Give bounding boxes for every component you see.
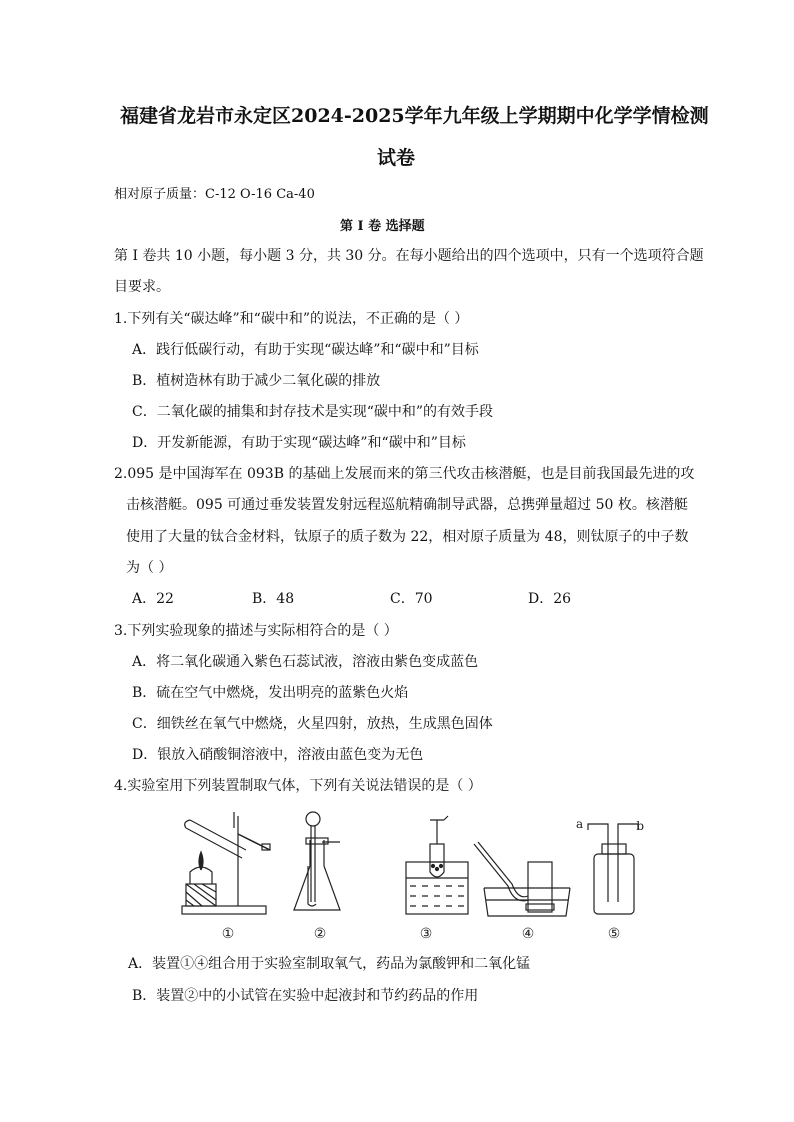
- figure-label-5: ⑤: [607, 926, 621, 942]
- instructions-line1: 第 I 卷共 10 小题，每小题 3 分，共 30 分。在每小题给出的四个选项中，只有一个选项符合题: [114, 248, 704, 264]
- port-label-b: b: [636, 819, 644, 833]
- q4-option-a: A．装置①④组合用于实验室制取氧气，药品为氯酸钾和二氧化锰: [128, 956, 531, 972]
- q2-stem-line3: 使用了大量的钛合金材料，钛原子的质子数为 22，相对原子质量为 48，则钛原子的中子数: [126, 529, 689, 545]
- q3-option-b: B．硫在空气中燃烧，发出明亮的蓝紫色火焰: [132, 685, 409, 701]
- apparatus-3-beaker-with-tap: [406, 816, 468, 914]
- q3-option-a: A．将二氧化碳通入紫色石蕊试液，溶液由紫色变成蓝色: [132, 654, 479, 670]
- figure-label-3: ③: [419, 926, 433, 942]
- paper-title-line1: 福建省龙岩市永定区2024-2025学年九年级上学期期中化学学情检测: [120, 105, 709, 127]
- q2-stem-line4: 为（ ）: [126, 560, 173, 576]
- q3-stem: 3.下列实验现象的描述与实际相符合的是（ ）: [114, 623, 398, 639]
- q3-option-d: D．银放入硝酸铜溶液中，溶液由蓝色变为无色: [132, 747, 424, 763]
- q1-option-b: B．植树造林有助于减少二氧化碳的排放: [132, 373, 381, 389]
- apparatus-4-water-trough: [474, 842, 570, 916]
- instructions-line2: 目要求。: [114, 279, 170, 295]
- q2-option-a: A．22: [132, 591, 174, 607]
- q1-option-d: D．开发新能源，有助于实现“碳达峰”和“碳中和”目标: [132, 435, 466, 451]
- apparatus-1-heating-setup: [182, 812, 270, 914]
- figure-label-1: ①: [221, 926, 235, 942]
- apparatus-2-conical-flask: [294, 812, 340, 910]
- port-label-a: a: [576, 817, 584, 831]
- q1-option-c: C．二氧化碳的捕集和封存技术是实现“碳中和”的有效手段: [132, 404, 494, 420]
- section-title: 第 I 卷 选择题: [340, 219, 425, 234]
- q4-stem: 4.实验室用下列装置制取气体，下列有关说法错误的是（ ）: [114, 778, 482, 794]
- q4-option-b: B．装置②中的小试管在实验中起液封和节约药品的作用: [132, 988, 479, 1004]
- lab-apparatus-figure: [172, 806, 642, 946]
- q2-stem-line2: 击核潜艇。095 可通过垂发装置发射远程巡航精确制导武器，总携弹量超过 50 枚。核潜艇: [126, 497, 688, 513]
- q3-option-c: C．细铁丝在氧气中燃烧，火星四射，放热，生成黑色固体: [132, 716, 493, 732]
- q1-stem: 1.下列有关“碳达峰”和“碳中和”的说法，不正确的是（ ）: [114, 311, 469, 327]
- q1-option-a: A．践行低碳行动，有助于实现“碳达峰”和“碳中和”目标: [132, 342, 479, 358]
- figure-label-4: ④: [521, 926, 535, 942]
- q2-option-d: D．26: [528, 591, 572, 607]
- q2-option-c: C．70: [390, 591, 433, 607]
- q2-stem-line1: 2.095 是中国海军在 093B 的基础上发展而来的第三代攻击核潜艇，也是目前我国最先进的攻: [114, 466, 695, 482]
- paper-title-line2: 试卷: [377, 147, 416, 169]
- apparatus-5-gas-bottle: [588, 824, 638, 914]
- atomic-mass-note: 相对原子质量：C-12 O-16 Ca-40: [114, 187, 315, 202]
- q2-option-b: B．48: [252, 591, 295, 607]
- figure-label-2: ②: [313, 926, 327, 942]
